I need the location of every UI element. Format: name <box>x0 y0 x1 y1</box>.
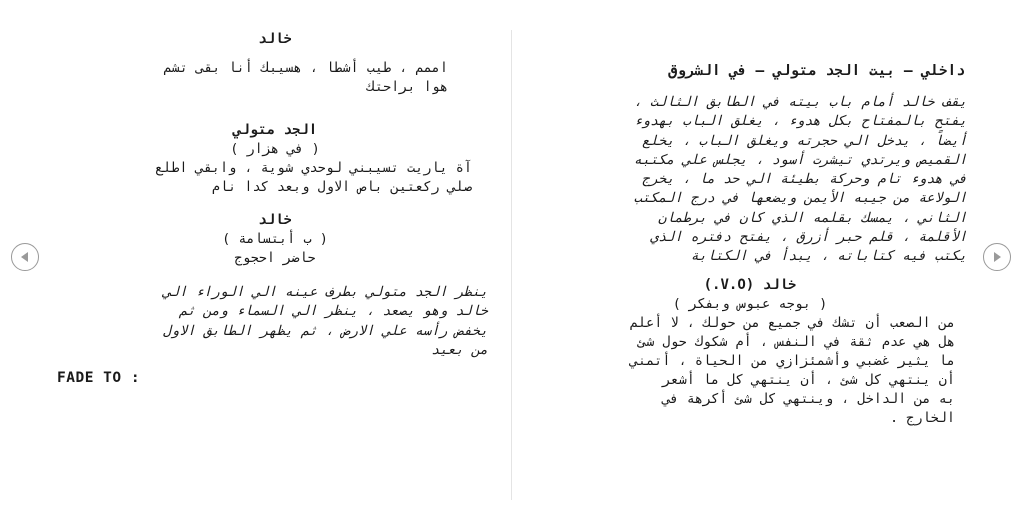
parenthetical: ( ب أبتسامة ) <box>222 231 328 247</box>
action-line: يخفض رأسه علي الارض ، ثم يظهر الطابق الاول <box>162 322 488 339</box>
arrow-right-icon <box>991 251 1003 263</box>
right-page <box>515 0 985 514</box>
dialogue-line: به من الداخل ، وينتهي كل شئ أكرهة في <box>662 391 955 407</box>
action-line: يقف خالد أمام باب بيته في الطابق الثالث ، <box>633 94 967 110</box>
parenthetical: ( في هزار ) <box>230 141 320 157</box>
action-line: أيضاً ، يدخل الي حجرته ويغلق الباب ، يخلع <box>641 132 967 149</box>
dialogue-block-khaled-vo <box>515 276 985 428</box>
action-line: من بعيد <box>431 341 488 358</box>
action-line: الثاني ، يمسك بقلمه الذي كان في برطمان <box>658 209 967 226</box>
action-line: يفتح بالمفتاح بكل هدوء ، يغلق الباب بهدوء <box>633 113 967 130</box>
character-name: خالد <box>258 212 292 228</box>
character-name: خالد <box>258 31 292 47</box>
character-name: الجد متولي <box>232 122 318 138</box>
action-line: ينظر الجد متولي بطرف عينه الي الوراء الي <box>162 284 488 300</box>
dialogue-line: هل هي عدم ثقة في النفس ، أم شكوك حول شئ <box>638 334 955 350</box>
action-line: في هدوء تام وحركة بطيئة الي حد ما ، يخرج <box>641 171 967 188</box>
action-block <box>60 283 488 360</box>
dialogue-line: من الصعب أن تشك في جميع من حولك ، لا أعلم <box>629 315 955 331</box>
action-line: يكتب فيه كتاباته ، يبدأ في الكتابة <box>690 248 967 265</box>
dialogue-line: اممم ، طيب أشطا ، هسيبك أنا بقى تشم <box>163 60 448 76</box>
dialogue-block-khaled-2 <box>40 211 510 268</box>
action-line: الأقلمة ، قلم حبر أزرق ، يفتح دفتره الذي <box>650 229 967 246</box>
dialogue-line: أن ينتهي كل شئ ، أن ينتهي كل ما أشعر <box>662 372 955 388</box>
scene-heading-block <box>535 61 965 81</box>
transition-block <box>57 370 140 386</box>
dialogue-line: الخارج . <box>889 410 955 426</box>
next-page-button[interactable] <box>983 243 1011 271</box>
arrow-left-icon <box>19 251 31 263</box>
dialogue-block-khaled-1 <box>40 30 510 97</box>
page-spine-divider <box>511 30 512 500</box>
action-line: القميص ويرتدي تيشرت أسود ، يجلس علي مكتبه <box>633 151 967 168</box>
character-name: خالد (V.O.) <box>703 277 797 293</box>
dialogue-line: ما يثير غضبي وأشمئزازي من الحياة ، أتمني <box>629 353 955 369</box>
action-line: الولاعة من جيبه الأيمن ويضعها في درج المكتب <box>633 190 967 207</box>
dialogue-line: حاضر احجوج <box>234 250 316 266</box>
action-line: خالد وهو يصعد ، ينظر الي السماء ومن ثم <box>179 303 488 320</box>
left-page <box>40 0 510 514</box>
dialogue-line: آة ياريت تسيبني لوحدي شوية ، وابقي اطلع <box>155 160 472 176</box>
scene-heading: داخلي – بيت الجد متولي – في الشروق <box>668 63 965 79</box>
previous-page-button[interactable] <box>11 243 39 271</box>
action-block <box>535 93 967 267</box>
dialogue-line: هوا براحتك <box>366 79 448 95</box>
dialogue-block-grandpa <box>40 121 510 197</box>
dialogue-line: صلي ركعتين باص الاول وبعد كدا نام <box>211 179 472 195</box>
transition: FADE TO : <box>57 370 141 386</box>
parenthetical: ( بوجه عبوس وبفكر ) <box>672 296 828 312</box>
